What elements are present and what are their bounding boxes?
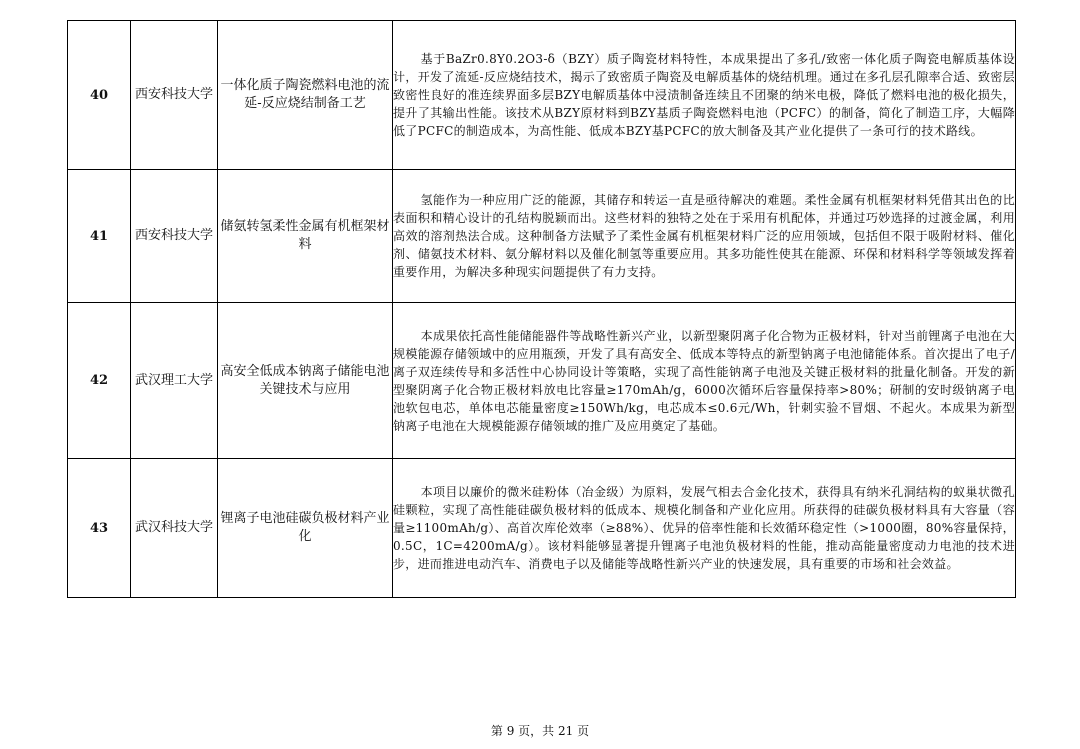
row-unit: 西安科技大学 — [131, 21, 218, 170]
row-number: 41 — [68, 170, 131, 303]
table-row — [68, 459, 1016, 598]
table-row — [68, 21, 1016, 170]
row-unit: 西安科技大学 — [131, 170, 218, 303]
results-table — [67, 20, 1016, 598]
page-number-footer: 第 9 页，共 21 页 — [490, 724, 590, 738]
row-description: 基于BaZr0.8Y0.2O3-δ（BZY）质子陶瓷材料特性，本成果提出了多孔/致密一体化质子陶瓷电解质基体设计，开发了流延-反应烧结技术，揭示了致密质子陶瓷及电解质基体的烧结机理。通过在多孔层孔隙率合适、致密层致密性良好的准连续界面多层BZY电解质基体中浸渍制备连续且不团聚的纳米电极，降低了燃料电池的极化损失，提升了其输出性能。该技术从BZY原材料到BZY基质子陶瓷燃料电池（PCFC）的制备，简化了制造工序，大幅降低了PCFC的制造成本，为高性能、低成本BZY基PCFC的放大制备及其产业化提供了一条可行的技术路线。 — [393, 21, 1016, 170]
row-title: 储氨转氢柔性金属有机框架材料 — [218, 170, 393, 303]
table-row — [68, 303, 1016, 459]
row-unit: 武汉科技大学 — [131, 459, 218, 598]
row-description: 氢能作为一种应用广泛的能源，其储存和转运一直是亟待解决的难题。柔性金属有机框架材料凭借其出色的比表面积和精心设计的孔结构脱颖而出。这些材料的独特之处在于采用有机配体，并通过巧妙选择的过渡金属，利用高效的溶剂热法合成。这种制备方法赋予了柔性金属有机框架材料广泛的应用领域，包括但不限于吸附材料、催化剂、储氨技术材料、氨分解材料以及催化制氢等重要应用。其多功能性使其在能源、环保和材料科学等领域发挥着重要作用，为解决多种现实问题提供了有力支持。 — [393, 170, 1016, 303]
row-number: 42 — [68, 303, 131, 459]
row-unit: 武汉理工大学 — [131, 303, 218, 459]
row-number: 40 — [68, 21, 131, 170]
row-title: 锂离子电池硅碳负极材料产业化 — [218, 459, 393, 598]
row-description: 本项目以廉价的微米硅粉体（冶金级）为原料，发展气相去合金化技术，获得具有纳米孔洞结构的蚁巢状微孔硅颗粒，实现了高性能硅碳负极材料的低成本、规模化制备和产业化应用。所获得的硅碳负极材料具有大容量（容量≥1100mAh/g）、高首次库伦效率（≥88%）、优异的倍率性能和长效循环稳定性（>1000圈，80%容量保持，0.5C，1C=4200mA/g）。该材料能够显著提升锂离子电池负极材料的性能，推动高能量密度动力电池的技术进步，进而推进电动汽车、消费电子以及储能等战略性新兴产业的快速发展，具有重要的市场和社会效益。 — [393, 459, 1016, 598]
row-title: 一体化质子陶瓷燃料电池的流延-反应烧结制备工艺 — [218, 21, 393, 170]
row-description: 本成果依托高性能储能器件等战略性新兴产业，以新型聚阴离子化合物为正极材料，针对当前锂离子电池在大规模能源存储领域中的应用瓶颈，开发了具有高安全、低成本等特点的新型钠离子电池储能体系。首次提出了电子/离子双连续传导和多活性中心协同设计等策略，实现了高性能钠离子电池及关键正极材料的批量化制备。开发的新型聚阴离子化合物正极材料放电比容量≥170mAh/g，6000次循环后容量保持率>80%；研制的安时级钠离子电池软包电芯，单体电芯能量密度≥150Wh/kg，电芯成本≤0.6元/Wh，针刺实验不冒烟、不起火。本成果为新型钠离子电池在大规模能源存储领域的推广及应用奠定了基础。 — [393, 303, 1016, 459]
row-title: 高安全低成本钠离子储能电池关键技术与应用 — [218, 303, 393, 459]
table-row — [68, 170, 1016, 303]
row-number: 43 — [68, 459, 131, 598]
